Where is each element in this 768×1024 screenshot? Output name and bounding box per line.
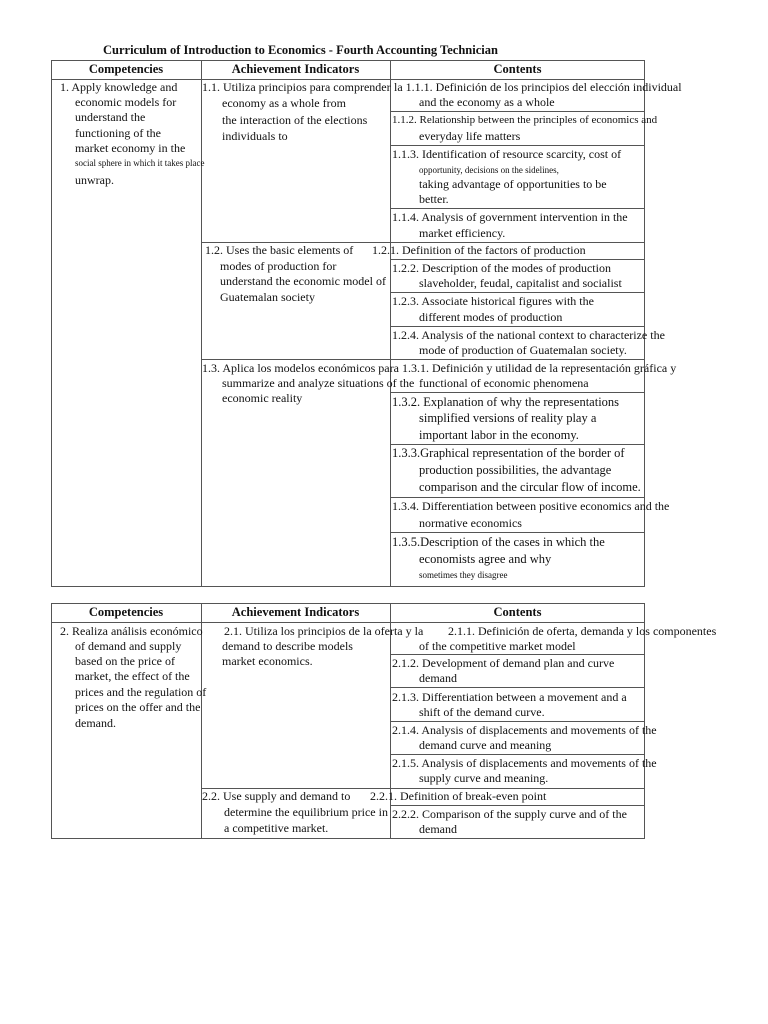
content-1-2-2-line: slaveholder, feudal, capitalist and socialist: [419, 276, 622, 290]
content-1-1-3-line: 1.1.3. Identification of resource scarcity, cost of: [392, 147, 622, 161]
content-1-1-1-line: la 1.1.1. Definición de los principios del elección individual: [394, 80, 682, 94]
content-1-3-1-line: 1.3.1. Definición y utilidad de la representación gráfica y: [402, 361, 677, 375]
document-title: Curriculum of Introduction to Economics - Fourth Accounting Technician: [103, 43, 498, 57]
content-2-1-3-line: shift of the demand curve.: [419, 705, 545, 719]
header-competencies: Competencies: [88, 62, 164, 76]
competency-1-line: economic models for: [75, 95, 177, 109]
competency-1-line: functioning of the: [75, 126, 161, 140]
header-achievement-indicators: Achievement Indicators: [231, 605, 360, 619]
row-divider: [390, 259, 645, 260]
content-1-3-4-line: normative economics: [419, 516, 522, 530]
competency-2-line: 2. Realiza análisis económico: [60, 624, 203, 638]
content-1-3-5-line: sometimes they disagree: [419, 570, 508, 580]
content-1-3-4-line: 1.3.4. Differentiation between positive economics and the: [392, 499, 670, 513]
row-divider: [390, 111, 645, 112]
content-1-1-4-line: 1.1.4. Analysis of government intervention in the: [392, 210, 628, 224]
competency-1-line: market economy in the: [75, 141, 186, 155]
indicator-1-3-line: economic reality: [222, 391, 303, 405]
indicator-2-1-line: 2.1. Utiliza los principios de la oferta y la: [224, 624, 424, 638]
indicator-2-2-line: 2.2. Use supply and demand to: [202, 789, 351, 803]
header-contents: Contents: [493, 605, 542, 619]
content-2-2-2-line: demand: [419, 822, 457, 836]
competency-1-line: 1. Apply knowledge and: [60, 80, 178, 94]
row-divider: [201, 359, 645, 360]
row-divider: [390, 208, 645, 209]
content-1-3-3-line: 1.3.3.Graphical representation of the border of: [392, 446, 625, 460]
content-2-1-2-line: demand: [419, 671, 457, 685]
header-divider: [51, 622, 645, 623]
indicator-1-2-line: Guatemalan society: [220, 290, 315, 304]
column-divider: [390, 60, 391, 587]
content-1-1-3-line: taking advantage of opportunities to be: [419, 177, 607, 191]
content-1-2-4-line: mode of production of Guatemalan society.: [419, 343, 627, 357]
content-1-3-2-line: important labor in the economy.: [419, 428, 579, 442]
header-contents: Contents: [493, 62, 542, 76]
content-1-3-3-line: comparison and the circular flow of income.: [419, 480, 641, 494]
content-2-1-1-line: 2.1.1. Definición de oferta, demanda y los componentes: [448, 624, 717, 638]
competency-2-line: of demand and supply: [75, 639, 182, 653]
content-2-1-5-line: supply curve and meaning.: [419, 771, 549, 785]
competency-2-line: market, the effect of the: [75, 669, 190, 683]
content-1-1-2-line: everyday life matters: [419, 129, 521, 143]
row-divider: [390, 721, 645, 722]
competency-1-line: social sphere in which it takes place: [75, 158, 205, 168]
indicator-1-3-line: 1.3. Aplica los modelos económicos para: [202, 361, 399, 375]
content-1-2-4-line: 1.2.4. Analysis of the national context to characterize the: [392, 328, 665, 342]
indicator-1-2-line: 1.2. Uses the basic elements of: [205, 243, 354, 257]
content-2-1-4-line: demand curve and meaning: [419, 738, 552, 752]
indicator-2-2-line: determine the equilibrium price in: [224, 805, 388, 819]
indicator-1-2-line: understand the economic model of: [220, 274, 386, 288]
indicator-1-2-line: modes of production for: [220, 259, 337, 273]
row-divider: [390, 532, 645, 533]
content-1-1-4-line: market efficiency.: [419, 226, 506, 240]
header-achievement-indicators: Achievement Indicators: [231, 62, 360, 76]
row-divider: [390, 805, 645, 806]
indicator-1-3-line: summarize and analyze situations of the: [222, 376, 415, 390]
row-divider: [390, 292, 645, 293]
content-2-1-3-line: 2.1.3. Differentiation between a movement and a: [392, 690, 627, 704]
row-divider: [390, 444, 645, 445]
indicator-1-1-line: individuals to: [222, 129, 288, 143]
row-divider: [390, 145, 645, 146]
content-1-1-3-line: better.: [419, 192, 449, 206]
row-divider: [390, 754, 645, 755]
content-1-3-3-line: production possibilities, the advantage: [419, 463, 612, 477]
competency-2-line: based on the price of: [75, 654, 175, 668]
content-1-2-2-line: 1.2.2. Description of the modes of production: [392, 261, 611, 275]
content-1-1-2-line: 1.1.2. Relationship between the principles of economics and: [392, 114, 658, 126]
header-competencies: Competencies: [88, 605, 164, 619]
content-2-1-5-line: 2.1.5. Analysis of displacements and movements of the: [392, 756, 657, 770]
indicator-2-1-line: demand to describe models: [222, 639, 353, 653]
content-1-3-5-line: 1.3.5.Description of the cases in which the: [392, 535, 605, 549]
column-divider: [201, 60, 202, 587]
content-1-3-1-line: functional of economic phenomena: [419, 376, 589, 390]
content-1-1-1-line: and the economy as a whole: [419, 95, 555, 109]
content-2-1-4-line: 2.1.4. Analysis of displacements and movements of the: [392, 723, 657, 737]
indicator-1-1-line: 1.1. Utiliza principios para comprender: [202, 80, 391, 94]
indicator-2-2-line: a competitive market.: [224, 821, 329, 835]
content-1-3-2-line: 1.3.2. Explanation of why the representations: [392, 395, 620, 409]
content-1-3-5-line: economists agree and why: [419, 552, 552, 566]
row-divider: [390, 687, 645, 688]
content-1-2-1-line: 1.2.1. Definition of the factors of production: [372, 243, 586, 257]
competency-2-line: prices and the regulation of: [75, 685, 207, 699]
content-2-1-1-line: of the competitive market model: [419, 639, 576, 653]
indicator-1-1-line: the interaction of the elections: [222, 113, 368, 127]
competency-2-line: prices on the offer and the: [75, 700, 201, 714]
competency-1-line: understand the: [75, 110, 146, 124]
indicator-1-1-line: economy as a whole from: [222, 96, 346, 110]
content-1-2-3-line: 1.2.3. Associate historical figures with the: [392, 294, 594, 308]
content-1-1-3-line: opportunity, decisions on the sidelines,: [419, 165, 559, 175]
content-2-1-2-line: 2.1.2. Development of demand plan and curve: [392, 656, 615, 670]
content-1-2-3-line: different modes of production: [419, 310, 563, 324]
row-divider: [390, 497, 645, 498]
competency-2-line: demand.: [75, 716, 116, 730]
content-2-2-2-line: 2.2.2. Comparison of the supply curve and of the: [392, 807, 627, 821]
indicator-2-1-line: market economics.: [222, 654, 313, 668]
content-1-3-2-line: simplified versions of reality play a: [419, 411, 597, 425]
content-2-2-1-line: 2.2.1. Definition of break-even point: [370, 789, 547, 803]
row-divider: [390, 392, 645, 393]
row-divider: [390, 326, 645, 327]
competency-1-line: unwrap.: [75, 173, 114, 187]
